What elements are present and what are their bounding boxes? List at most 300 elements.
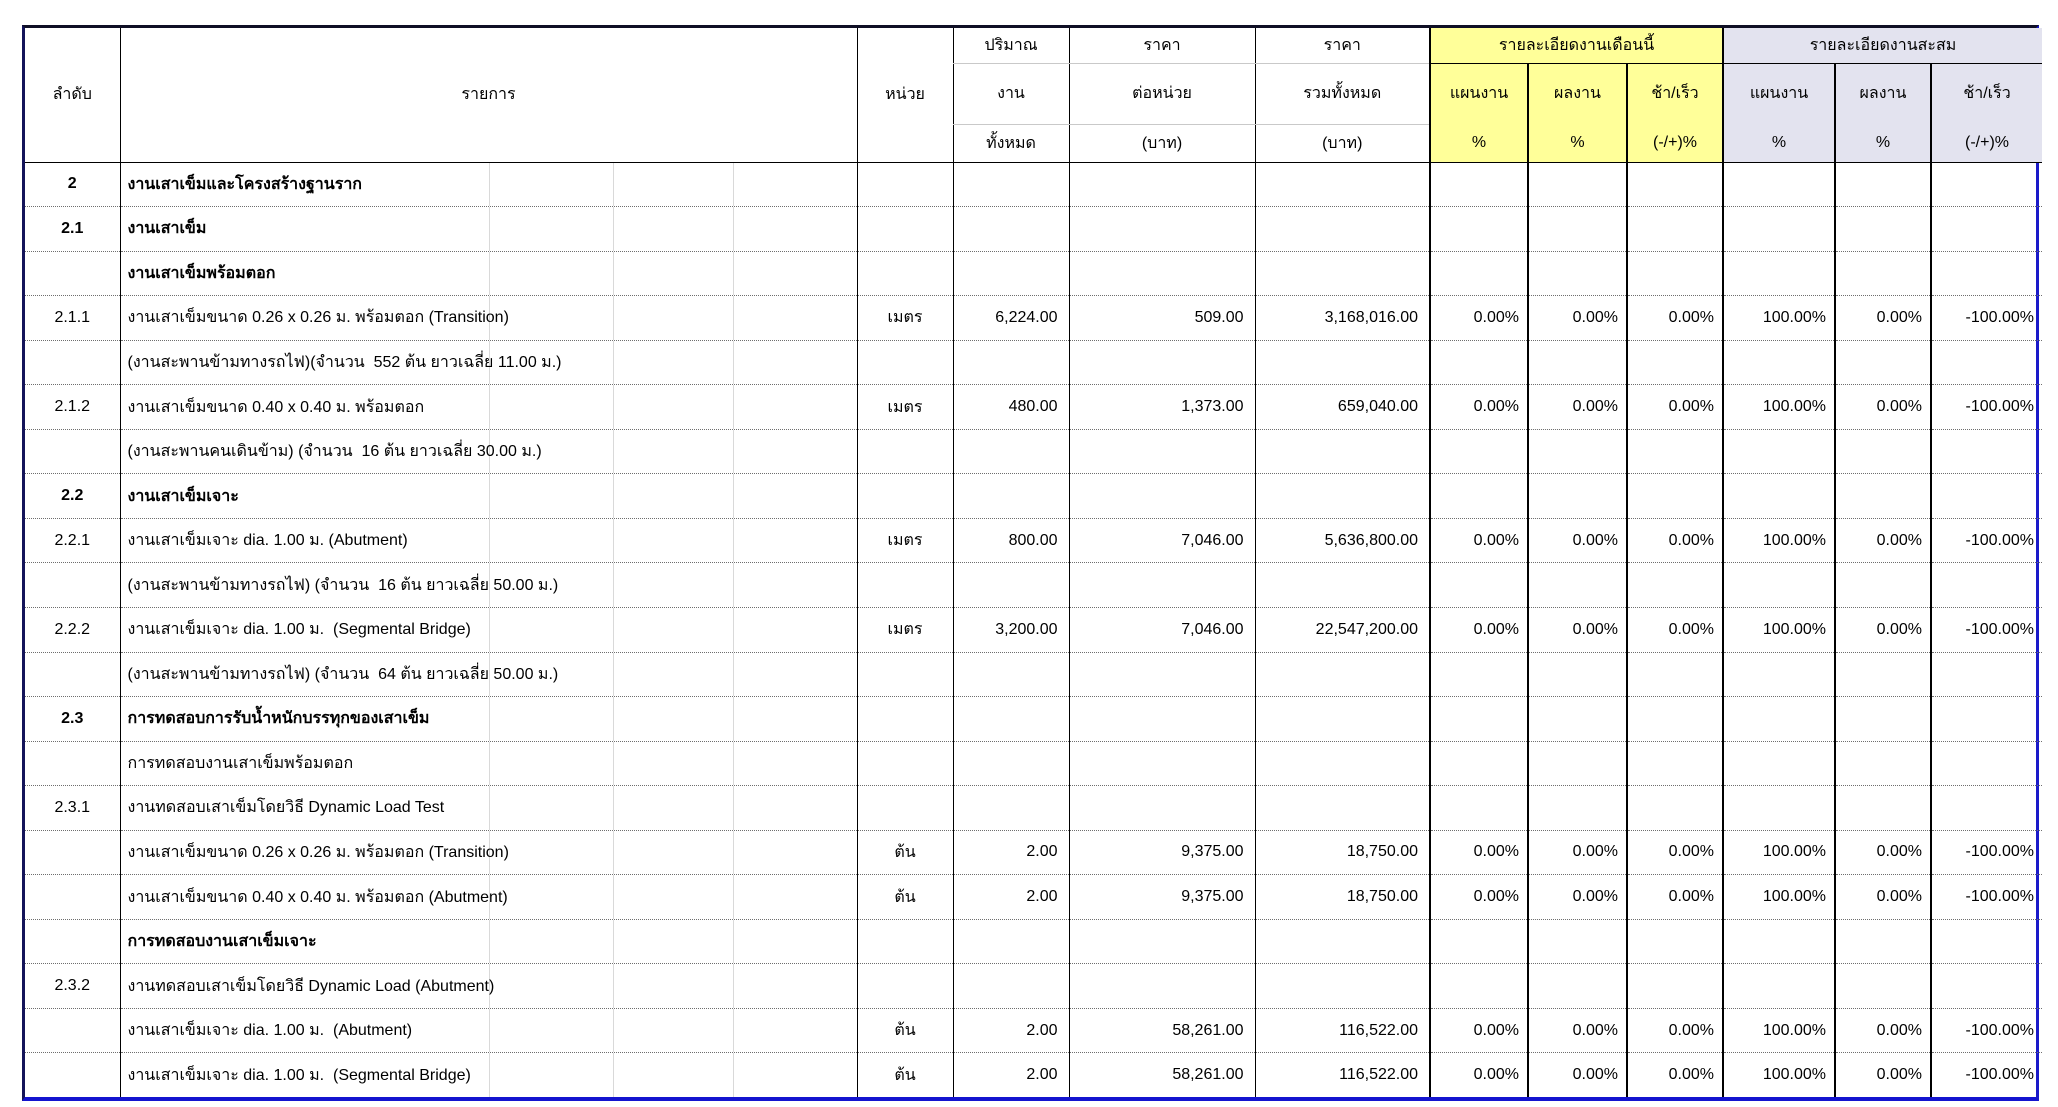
col-header-total-price-line3: (บาท) — [1255, 124, 1430, 162]
cell-description: งานเสาเข็มขนาด 0.40 x 0.40 ม. พร้อมตอก — [120, 385, 857, 430]
cell-unit-price: 1,373.00 — [1069, 385, 1255, 430]
cell-item-no: 2 — [25, 162, 120, 207]
cell-total-price — [1255, 697, 1430, 742]
cell-cum-diff-pct — [1931, 207, 2042, 252]
table-row — [25, 741, 2042, 786]
cell-month-plan-pct — [1430, 786, 1528, 831]
cell-month-plan-pct: 0.00% — [1430, 1053, 1528, 1098]
cell-month-diff-pct — [1627, 919, 1723, 964]
cell-total-quantity — [953, 474, 1069, 519]
cell-cum-plan-pct: 100.00% — [1723, 875, 1835, 920]
cell-cum-plan-pct — [1723, 697, 1835, 742]
cell-cum-plan-pct: 100.00% — [1723, 830, 1835, 875]
cell-description: งานเสาเข็มเจาะ dia. 1.00 ม. (Segmental Bridge) — [120, 1053, 857, 1098]
cell-unit-price — [1069, 964, 1255, 1009]
cell-total-quantity: 2.00 — [953, 875, 1069, 920]
cell-month-diff-pct — [1627, 697, 1723, 742]
table-row — [25, 652, 2042, 697]
cell-description: งานเสาเข็มขนาด 0.26 x 0.26 ม. พร้อมตอก (Transition) — [120, 296, 857, 341]
cell-unit: ต้น — [857, 830, 953, 875]
cell-month-diff-pct — [1627, 652, 1723, 697]
cell-month-diff-pct — [1627, 741, 1723, 786]
col-header-cum-diff: ช้า/เร็ว — [1931, 63, 2042, 124]
cell-cum-diff-pct: -100.00% — [1931, 830, 2042, 875]
cell-unit-price: 7,046.00 — [1069, 518, 1255, 563]
cell-total-quantity: 2.00 — [953, 830, 1069, 875]
cell-cum-plan-pct — [1723, 741, 1835, 786]
col-header-desc: รายการ — [120, 28, 857, 162]
cell-unit — [857, 563, 953, 608]
cell-unit-price: 7,046.00 — [1069, 607, 1255, 652]
cell-item-no: 2.3.2 — [25, 964, 120, 1009]
cell-description: งานเสาเข็มเจาะ — [120, 474, 857, 519]
cell-unit-price: 58,261.00 — [1069, 1008, 1255, 1053]
cell-month-plan-pct — [1430, 563, 1528, 608]
cell-month-actual-pct: 0.00% — [1528, 518, 1627, 563]
table-row — [25, 474, 2042, 519]
cell-cum-diff-pct — [1931, 741, 2042, 786]
cell-description: (งานสะพานข้ามทางรถไฟ) (จำนวน 16 ต้น ยาวเฉลี่ย 50.00 ม.) — [120, 563, 857, 608]
cell-unit — [857, 429, 953, 474]
table-row — [25, 875, 2042, 920]
cell-item-no — [25, 875, 120, 920]
cell-month-actual-pct — [1528, 964, 1627, 1009]
cell-unit-price — [1069, 741, 1255, 786]
cell-cum-actual-pct — [1835, 964, 1931, 1009]
cell-month-actual-pct: 0.00% — [1528, 875, 1627, 920]
cell-unit-price — [1069, 162, 1255, 207]
cell-total-quantity — [953, 652, 1069, 697]
cell-month-diff-pct: 0.00% — [1627, 1053, 1723, 1098]
cell-item-no — [25, 429, 120, 474]
cell-month-actual-pct: 0.00% — [1528, 1008, 1627, 1053]
cell-month-actual-pct — [1528, 919, 1627, 964]
col-header-unit-price-line1: ราคา — [1069, 28, 1255, 63]
cell-description: การทดสอบการรับน้ำหนักบรรทุกของเสาเข็ม — [120, 697, 857, 742]
cell-month-plan-pct: 0.00% — [1430, 385, 1528, 430]
cell-cum-plan-pct — [1723, 474, 1835, 519]
cell-total-quantity — [953, 563, 1069, 608]
cell-item-no — [25, 340, 120, 385]
cell-month-diff-pct: 0.00% — [1627, 1008, 1723, 1053]
cell-month-plan-pct — [1430, 251, 1528, 296]
cell-cum-actual-pct — [1835, 741, 1931, 786]
table-row — [25, 563, 2042, 608]
cell-total-price — [1255, 474, 1430, 519]
cell-total-price: 18,750.00 — [1255, 830, 1430, 875]
cell-cum-diff-pct — [1931, 474, 2042, 519]
cell-unit-price — [1069, 429, 1255, 474]
cell-unit-price — [1069, 652, 1255, 697]
col-header-no: ลำดับ — [25, 28, 120, 162]
cell-cum-diff-pct — [1931, 919, 2042, 964]
table-row — [25, 251, 2042, 296]
cell-cum-plan-pct — [1723, 162, 1835, 207]
cell-cum-plan-pct — [1723, 652, 1835, 697]
cell-cum-plan-pct — [1723, 340, 1835, 385]
col-header-month-plan: แผนงาน — [1430, 63, 1528, 124]
cell-cum-plan-pct: 100.00% — [1723, 1053, 1835, 1098]
cell-month-diff-pct — [1627, 251, 1723, 296]
cell-month-actual-pct — [1528, 340, 1627, 385]
cell-total-price — [1255, 964, 1430, 1009]
cell-month-plan-pct: 0.00% — [1430, 1008, 1528, 1053]
cell-month-plan-pct — [1430, 474, 1528, 519]
table-row — [25, 786, 2042, 831]
cell-month-diff-pct: 0.00% — [1627, 385, 1723, 430]
col-header-total-price-line1: ราคา — [1255, 28, 1430, 63]
cell-cum-plan-pct — [1723, 786, 1835, 831]
col-header-cum-diff-pct: (-/+)% — [1931, 124, 2042, 162]
cell-month-diff-pct — [1627, 207, 1723, 252]
cell-description: งานเสาเข็มเจาะ dia. 1.00 ม. (Segmental Bridge) — [120, 607, 857, 652]
cell-total-price — [1255, 429, 1430, 474]
cell-total-quantity — [953, 964, 1069, 1009]
cell-month-plan-pct: 0.00% — [1430, 518, 1528, 563]
cell-month-actual-pct — [1528, 251, 1627, 296]
cell-total-quantity: 800.00 — [953, 518, 1069, 563]
cell-month-diff-pct: 0.00% — [1627, 518, 1723, 563]
cell-description: (งานสะพานคนเดินข้าม) (จำนวน 16 ต้น ยาวเฉลี่ย 30.00 ม.) — [120, 429, 857, 474]
cell-month-actual-pct: 0.00% — [1528, 830, 1627, 875]
cell-month-actual-pct — [1528, 741, 1627, 786]
cell-month-actual-pct — [1528, 207, 1627, 252]
cell-month-diff-pct — [1627, 162, 1723, 207]
cell-cum-diff-pct: -100.00% — [1931, 518, 2042, 563]
cell-total-quantity — [953, 919, 1069, 964]
cell-unit: เมตร — [857, 385, 953, 430]
cell-month-diff-pct — [1627, 340, 1723, 385]
cell-total-quantity: 6,224.00 — [953, 296, 1069, 341]
cell-item-no — [25, 251, 120, 296]
cell-month-actual-pct — [1528, 652, 1627, 697]
cell-cum-diff-pct — [1931, 697, 2042, 742]
cell-total-price: 22,547,200.00 — [1255, 607, 1430, 652]
col-header-qty-line1: ปริมาณ — [953, 28, 1069, 63]
cell-item-no — [25, 919, 120, 964]
table-row — [25, 830, 2042, 875]
cell-month-actual-pct — [1528, 429, 1627, 474]
table-row — [25, 518, 2042, 563]
cell-item-no — [25, 830, 120, 875]
cell-cum-actual-pct: 0.00% — [1835, 875, 1931, 920]
cell-month-plan-pct: 0.00% — [1430, 607, 1528, 652]
cell-cum-diff-pct — [1931, 652, 2042, 697]
cell-month-diff-pct — [1627, 964, 1723, 1009]
cell-cum-plan-pct — [1723, 251, 1835, 296]
cell-month-plan-pct — [1430, 207, 1528, 252]
cell-total-quantity — [953, 741, 1069, 786]
cell-total-price — [1255, 919, 1430, 964]
col-header-cum-actual-pct: % — [1835, 124, 1931, 162]
cell-unit-price — [1069, 207, 1255, 252]
cell-cum-actual-pct: 0.00% — [1835, 518, 1931, 563]
cell-total-price — [1255, 563, 1430, 608]
cell-description: การทดสอบงานเสาเข็มเจาะ — [120, 919, 857, 964]
cell-cum-diff-pct: -100.00% — [1931, 296, 2042, 341]
cell-cum-actual-pct — [1835, 251, 1931, 296]
cell-unit — [857, 652, 953, 697]
cell-unit — [857, 251, 953, 296]
cell-cum-diff-pct — [1931, 429, 2042, 474]
cell-unit: ต้น — [857, 875, 953, 920]
cell-unit-price — [1069, 563, 1255, 608]
table-row — [25, 429, 2042, 474]
cell-unit — [857, 964, 953, 1009]
cell-total-price: 659,040.00 — [1255, 385, 1430, 430]
cell-total-price — [1255, 741, 1430, 786]
table-header — [25, 28, 2042, 162]
cell-unit — [857, 474, 953, 519]
cell-cum-actual-pct — [1835, 919, 1931, 964]
cell-unit — [857, 786, 953, 831]
cell-unit — [857, 207, 953, 252]
cell-item-no: 2.2.1 — [25, 518, 120, 563]
cell-cum-diff-pct — [1931, 563, 2042, 608]
cell-cum-actual-pct: 0.00% — [1835, 1053, 1931, 1098]
cell-cum-actual-pct — [1835, 474, 1931, 519]
cell-total-price: 116,522.00 — [1255, 1053, 1430, 1098]
cell-month-diff-pct — [1627, 429, 1723, 474]
cell-total-price — [1255, 251, 1430, 296]
cell-item-no: 2.3.1 — [25, 786, 120, 831]
table-row — [25, 697, 2042, 742]
col-header-unit: หน่วย — [857, 28, 953, 162]
col-group-cumulative-details: รายละเอียดงานสะสม — [1723, 28, 2042, 63]
cell-month-plan-pct — [1430, 429, 1528, 474]
cell-cum-diff-pct — [1931, 964, 2042, 1009]
cell-unit — [857, 919, 953, 964]
cell-cum-actual-pct — [1835, 207, 1931, 252]
cell-unit — [857, 162, 953, 207]
cell-item-no — [25, 1008, 120, 1053]
cell-total-quantity — [953, 162, 1069, 207]
cell-cum-actual-pct: 0.00% — [1835, 296, 1931, 341]
cell-unit — [857, 697, 953, 742]
table-row — [25, 162, 2042, 207]
cell-month-plan-pct — [1430, 162, 1528, 207]
cell-unit-price — [1069, 474, 1255, 519]
col-header-unit-price-line2: ต่อหน่วย — [1069, 63, 1255, 124]
col-header-total-price-line2: รวมทั้งหมด — [1255, 63, 1430, 124]
cell-item-no: 2.1 — [25, 207, 120, 252]
col-header-unit-price-line3: (บาท) — [1069, 124, 1255, 162]
cell-month-plan-pct: 0.00% — [1430, 830, 1528, 875]
cell-month-plan-pct — [1430, 697, 1528, 742]
cell-cum-actual-pct — [1835, 429, 1931, 474]
cell-cum-actual-pct — [1835, 340, 1931, 385]
table-row — [25, 296, 2042, 341]
cell-description: (งานสะพานข้ามทางรถไฟ) (จำนวน 64 ต้น ยาวเฉลี่ย 50.00 ม.) — [120, 652, 857, 697]
cell-cum-actual-pct — [1835, 162, 1931, 207]
cell-total-price — [1255, 652, 1430, 697]
table-row — [25, 1053, 2042, 1098]
cell-unit: ต้น — [857, 1053, 953, 1098]
table-body — [25, 162, 2042, 1097]
cell-unit — [857, 741, 953, 786]
cell-item-no — [25, 563, 120, 608]
cell-unit-price — [1069, 697, 1255, 742]
col-header-qty-line3: ทั้งหมด — [953, 124, 1069, 162]
cell-month-actual-pct — [1528, 474, 1627, 519]
cell-unit: เมตร — [857, 296, 953, 341]
cell-total-price: 3,168,016.00 — [1255, 296, 1430, 341]
cell-total-price — [1255, 207, 1430, 252]
cell-cum-plan-pct — [1723, 919, 1835, 964]
progress-report-table — [25, 28, 2042, 1097]
cell-cum-actual-pct — [1835, 652, 1931, 697]
cell-cum-actual-pct — [1835, 697, 1931, 742]
cell-cum-diff-pct: -100.00% — [1931, 607, 2042, 652]
cell-item-no: 2.1.2 — [25, 385, 120, 430]
cell-item-no: 2.2.2 — [25, 607, 120, 652]
cell-item-no — [25, 1053, 120, 1098]
cell-cum-actual-pct: 0.00% — [1835, 607, 1931, 652]
table-row — [25, 385, 2042, 430]
cell-cum-actual-pct — [1835, 563, 1931, 608]
cell-description: งานเสาเข็มเจาะ dia. 1.00 ม. (Abutment) — [120, 1008, 857, 1053]
cell-unit-price — [1069, 251, 1255, 296]
cell-description: งานทดสอบเสาเข็มโดยวิธี Dynamic Load (Abutment) — [120, 964, 857, 1009]
cell-cum-plan-pct — [1723, 429, 1835, 474]
cell-total-quantity — [953, 251, 1069, 296]
cell-unit-price: 58,261.00 — [1069, 1053, 1255, 1098]
cell-total-quantity — [953, 340, 1069, 385]
table-row — [25, 919, 2042, 964]
cell-description: งานเสาเข็มขนาด 0.40 x 0.40 ม. พร้อมตอก (Abutment) — [120, 875, 857, 920]
cell-total-quantity — [953, 429, 1069, 474]
col-header-cum-plan-pct: % — [1723, 124, 1835, 162]
table-row — [25, 964, 2042, 1009]
cell-cum-diff-pct — [1931, 340, 2042, 385]
cell-month-diff-pct: 0.00% — [1627, 607, 1723, 652]
col-header-month-actual-pct: % — [1528, 124, 1627, 162]
cell-total-price: 5,636,800.00 — [1255, 518, 1430, 563]
cell-month-actual-pct — [1528, 162, 1627, 207]
cell-total-quantity: 2.00 — [953, 1008, 1069, 1053]
cell-total-price: 18,750.00 — [1255, 875, 1430, 920]
cell-unit-price — [1069, 340, 1255, 385]
col-header-qty-line2: งาน — [953, 63, 1069, 124]
col-header-cum-actual: ผลงาน — [1835, 63, 1931, 124]
cell-month-actual-pct: 0.00% — [1528, 1053, 1627, 1098]
cell-cum-plan-pct — [1723, 207, 1835, 252]
cell-description: (งานสะพานข้ามทางรถไฟ)(จำนวน 552 ต้น ยาวเฉลี่ย 11.00 ม.) — [120, 340, 857, 385]
cell-month-plan-pct — [1430, 340, 1528, 385]
cell-item-no — [25, 652, 120, 697]
cell-month-plan-pct — [1430, 919, 1528, 964]
table-row — [25, 340, 2042, 385]
col-header-month-plan-pct: % — [1430, 124, 1528, 162]
cell-item-no — [25, 741, 120, 786]
cell-month-plan-pct: 0.00% — [1430, 875, 1528, 920]
cell-total-price — [1255, 340, 1430, 385]
cell-cum-actual-pct: 0.00% — [1835, 385, 1931, 430]
cell-month-diff-pct — [1627, 563, 1723, 608]
cell-item-no: 2.3 — [25, 697, 120, 742]
cell-month-diff-pct: 0.00% — [1627, 875, 1723, 920]
cell-total-price — [1255, 786, 1430, 831]
cell-cum-plan-pct — [1723, 563, 1835, 608]
cell-month-plan-pct: 0.00% — [1430, 296, 1528, 341]
cell-month-diff-pct — [1627, 786, 1723, 831]
cell-month-diff-pct — [1627, 474, 1723, 519]
cell-cum-diff-pct — [1931, 162, 2042, 207]
col-header-cum-plan: แผนงาน — [1723, 63, 1835, 124]
cell-cum-diff-pct: -100.00% — [1931, 875, 2042, 920]
cell-description: งานเสาเข็มพร้อมตอก — [120, 251, 857, 296]
table-row — [25, 1008, 2042, 1053]
progress-report-table-border — [22, 25, 2039, 1101]
cell-description: งานทดสอบเสาเข็มโดยวิธี Dynamic Load Test — [120, 786, 857, 831]
cell-cum-diff-pct — [1931, 786, 2042, 831]
cell-month-plan-pct — [1430, 652, 1528, 697]
cell-unit: ต้น — [857, 1008, 953, 1053]
cell-description: งานเสาเข็มเจาะ dia. 1.00 ม. (Abutment) — [120, 518, 857, 563]
cell-cum-plan-pct: 100.00% — [1723, 1008, 1835, 1053]
cell-item-no: 2.1.1 — [25, 296, 120, 341]
cell-item-no: 2.2 — [25, 474, 120, 519]
cell-cum-diff-pct: -100.00% — [1931, 385, 2042, 430]
cell-month-actual-pct: 0.00% — [1528, 296, 1627, 341]
cell-cum-plan-pct: 100.00% — [1723, 607, 1835, 652]
cell-unit-price — [1069, 919, 1255, 964]
cell-month-actual-pct: 0.00% — [1528, 607, 1627, 652]
table-row — [25, 607, 2042, 652]
cell-month-actual-pct: 0.00% — [1528, 385, 1627, 430]
cell-month-actual-pct — [1528, 563, 1627, 608]
cell-unit: เมตร — [857, 518, 953, 563]
cell-unit: เมตร — [857, 607, 953, 652]
cell-description: งานเสาเข็มขนาด 0.26 x 0.26 ม. พร้อมตอก (Transition) — [120, 830, 857, 875]
col-header-month-diff-pct: (-/+)% — [1627, 124, 1723, 162]
cell-cum-plan-pct: 100.00% — [1723, 385, 1835, 430]
col-header-month-diff: ช้า/เร็ว — [1627, 63, 1723, 124]
cell-description: การทดสอบงานเสาเข็มพร้อมตอก — [120, 741, 857, 786]
cell-cum-plan-pct: 100.00% — [1723, 296, 1835, 341]
cell-total-quantity: 480.00 — [953, 385, 1069, 430]
cell-unit-price: 9,375.00 — [1069, 830, 1255, 875]
cell-cum-actual-pct: 0.00% — [1835, 830, 1931, 875]
cell-cum-plan-pct: 100.00% — [1723, 518, 1835, 563]
cell-description: งานเสาเข็ม — [120, 207, 857, 252]
cell-unit-price: 9,375.00 — [1069, 875, 1255, 920]
cell-cum-actual-pct — [1835, 786, 1931, 831]
cell-total-price — [1255, 162, 1430, 207]
col-header-month-actual: ผลงาน — [1528, 63, 1627, 124]
cell-cum-plan-pct — [1723, 964, 1835, 1009]
cell-cum-diff-pct: -100.00% — [1931, 1008, 2042, 1053]
cell-total-quantity — [953, 207, 1069, 252]
cell-cum-actual-pct: 0.00% — [1835, 1008, 1931, 1053]
cell-description: งานเสาเข็มและโครงสร้างฐานราก — [120, 162, 857, 207]
cell-month-actual-pct — [1528, 786, 1627, 831]
table-row — [25, 207, 2042, 252]
cell-month-actual-pct — [1528, 697, 1627, 742]
cell-month-plan-pct — [1430, 964, 1528, 1009]
cell-month-diff-pct: 0.00% — [1627, 830, 1723, 875]
cell-total-quantity: 2.00 — [953, 1053, 1069, 1098]
cell-cum-diff-pct — [1931, 251, 2042, 296]
cell-total-quantity — [953, 786, 1069, 831]
cell-total-price: 116,522.00 — [1255, 1008, 1430, 1053]
col-group-month-details: รายละเอียดงานเดือนนี้ — [1430, 28, 1723, 63]
cell-month-diff-pct: 0.00% — [1627, 296, 1723, 341]
cell-unit-price: 509.00 — [1069, 296, 1255, 341]
cell-unit — [857, 340, 953, 385]
cell-total-quantity: 3,200.00 — [953, 607, 1069, 652]
cell-month-plan-pct — [1430, 741, 1528, 786]
